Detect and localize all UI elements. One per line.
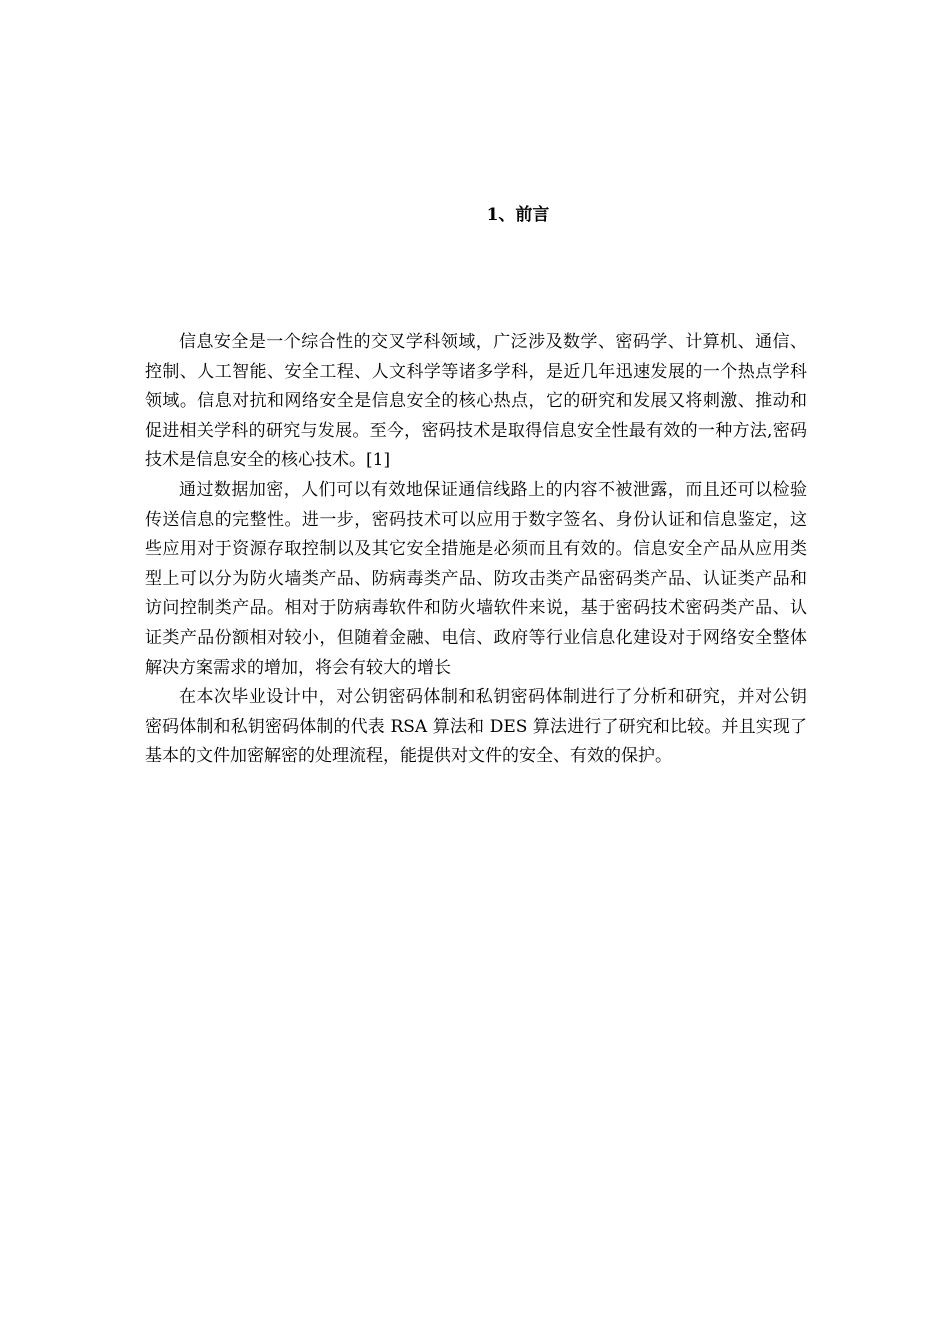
body-text [145,328,807,772]
paragraph-encryption: 通过数据加密，人们可以有效地保证通信线路上的内容不被泄露，而且还可以检验传送信息的完整性。进一步，密码技术可以应用于数字签名、身份认证和信息鉴定，这些应用对于资源存取控制以及其它安全措施是必须而且有效的。信息安全产品从应用类型上可以分为防火墙类产品、防病毒类产品、防攻击类产品密码类产品、认证类产品和访问控制类产品。相对于防病毒软件和防火墙软件来说，基于密码技术密码类产品、认证类产品份额相对较小，但随着金融、电信、政府等行业信息化建设对于网络安全整体解决方案需求的增加，将会有较大的增长 [145,479,807,678]
paragraph-design: 在本次毕业设计中，对公钥密码体制和私钥密码体制进行了分析和研究，并对公钥密码体制和私钥密码体制的代表 RSA 算法和 DES 算法进行了研究和比较。并且实现了基本的文件加密解密的处理流程，能提供对文件的安全、有效的保护。 [145,687,807,767]
section-title: 1、前言 [486,205,550,225]
paragraph-intro: 信息安全是一个综合性的交叉学科领域，广泛涉及数学、密码学、计算机、通信、控制、人工智能、安全工程、人文科学等诸多学科，是近几年迅速发展的一个热点学科领域。信息对抗和网络安全是信息安全的核心热点，它的研究和发展又将刺激、推动和促进相关学科的研究与发展。至今，密码技术是取得信息安全性最有效的一种方法,密码技术是信息安全的核心技术。[1] [145,332,807,471]
